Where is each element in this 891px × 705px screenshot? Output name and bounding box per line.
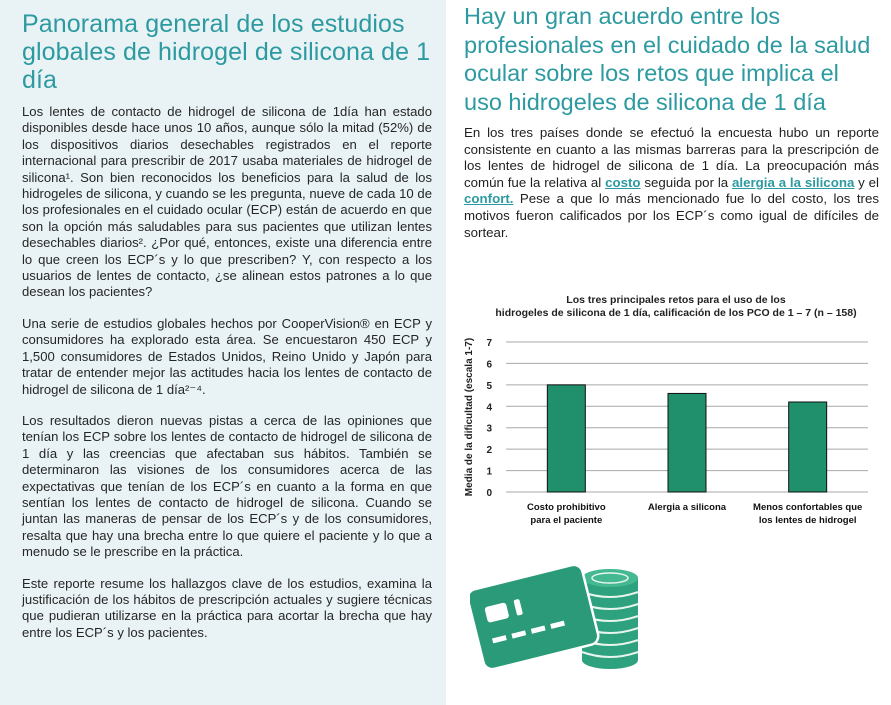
credit-card-icon: [470, 563, 600, 671]
y-tick-label: 1: [486, 466, 492, 478]
x-tick-label: Alergia a silicona: [647, 502, 727, 513]
y-tick-label: 0: [486, 488, 492, 499]
chart-title-line-1: Los tres principales retos para el uso de los: [566, 294, 786, 306]
y-tick-label: 2: [486, 445, 492, 457]
link-comfort[interactable]: confort.: [464, 191, 514, 207]
y-tick-label: 3: [486, 423, 492, 435]
intro-text-1: En los tres países donde se efectuó la encuesta hubo un reporte consistente en cuanto a las mismas barreras para la prescripción de los lentes de hidrogel de silicona de 1 día. La preocupación más común fue la relativa al: [464, 125, 879, 190]
bar: [668, 393, 706, 492]
agreement-title: Hay un gran acuerdo entre los profesionales en el cuidado de la salud ocular sobre los retos que implica el uso hidrogeles de silicona de 1 día: [464, 3, 871, 115]
link-silicone-allergy[interactable]: alergia a la silicona: [732, 174, 855, 190]
bar: [547, 385, 585, 492]
overview-paragraph-2: Una serie de estudios globales hechos por CooperVision® en ECP y consumidores ha explorado esta área. Se encuestaron 450 ECP y 1,500 consumidores de Estados Unidos, Reino Unido y Japón para tratar de entender mejor las actitudes hacia los lentes de contacto de hidrogel de silicona de 1 día²⁻⁴.: [22, 315, 432, 397]
challenges-bar-chart: [458, 326, 878, 546]
agreement-paragraph: [464, 125, 879, 241]
chart-title-line-2: [466, 307, 886, 320]
y-axis-label: Media de la dificultad (escala 1-7): [464, 337, 475, 497]
intro-text-2: seguida por la: [640, 174, 732, 190]
overview-paragraph-4: Este reporte resume los hallazgos clave de los estudios, examina la justificación de los hábitos de prescripción actuales y sugiere técnicas que pudieran utilizarse en la práctica para acortar la brecha que hay entre los ECP´s y los pacientes.: [22, 575, 432, 640]
credit-card-and-coins-icon: [470, 548, 645, 678]
link-cost[interactable]: costo: [605, 174, 641, 190]
y-tick-label: 7: [486, 338, 492, 349]
x-tick-label: Costo prohibitivo: [527, 502, 606, 513]
chart-title: [466, 294, 886, 320]
chart-title-line-2-text: hidrogeles de silicona de 1 día, calificación de los PCO de 1 – 7 (: [495, 307, 818, 319]
x-tick-label: Menos confortables que: [753, 502, 863, 513]
intro-text-3: y el: [854, 174, 879, 190]
bar: [789, 402, 827, 492]
overview-paragraph-3: Los resultados dieron nuevas pistas a cerca de las opiniones que tenían los ECP sobre los lentes de contacto de hidrogel de silicona de 1 día y las creencias que afectaban sus hábitos. También se determinaron las visiones de los consumidores acerca de las expectativas que tenían de los ECP´s en cuanto a la forma en que sentían los lentes de contacto de hidrogel de silicona. Cuando se juntan las maneras de pensar de los ECP´s y de los consumidores, resalta que hay una brecha entre lo que quiere el paciente y lo que a menudo se le prescribe en la práctica.: [22, 412, 432, 560]
overview-paragraph-1: Los lentes de contacto de hidrogel de silicona de 1día han estado disponibles desde hace unos 10 años, aunque sólo la mitad (52%) de los dispositivos diarios desechables registrados en el reporte internacional para prescribir de 2017 usaba materiales de hidrogel de silicona¹. Son bien reconocidos los beneficios para la salud de los hidrogeles de silicona, y cuando se les pregunta, nueve de cada 10 de los profesionales en el cuidado ocular (ECP) están de acuerdo en que son la opción más saludables para sus pacientes que utilizan lentes desechables diarios². ¿Por qué, entonces, existe una diferencia entre lo que creen los ECP´s y lo que prescriben? Y, con respecto a los usuarios de lentes de contacto, ¿se alinean estos patrones a lo que desean los pacientes?: [22, 104, 432, 300]
y-tick-label: 6: [486, 359, 492, 371]
y-tick-label: 5: [486, 380, 492, 392]
chart-title-n-rest: – 158): [823, 307, 857, 319]
overview-title: Panorama general de los estudios globales de hidrogel de silicona de 1 día: [22, 10, 431, 94]
chart-title-n: n: [817, 307, 824, 319]
y-tick-label: 4: [486, 402, 492, 414]
intro-text-4: Pese a que lo más mencionado fue lo del costo, los tres motivos fueron calificados por los ECP´s como igual de difíciles de sortear.: [464, 191, 879, 240]
x-tick-label: los lentes de hidrogel: [758, 515, 857, 526]
x-tick-label: para el paciente: [530, 515, 603, 526]
